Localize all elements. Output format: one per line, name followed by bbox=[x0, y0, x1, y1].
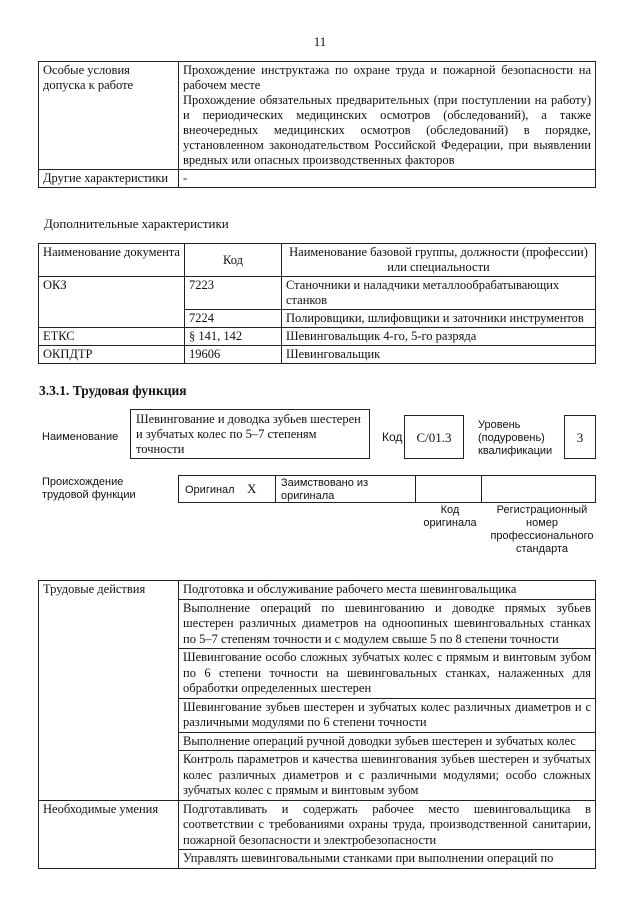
function-name: Шевингование и доводка зубьев шестерен и зубчатых колес по 5–7 степеням точности bbox=[130, 409, 370, 459]
page-number: 11 bbox=[313, 34, 327, 49]
cell: § 141, 142 bbox=[185, 328, 282, 346]
additional-title: Дополнительные характеристики bbox=[44, 216, 229, 231]
list-item: Подготавливать и содержать рабочее место шевинговальщика в соответствии с требованиями охраны труда, производственной санитарии, пожарной безопасности и электробезопасности bbox=[179, 800, 596, 850]
borrowed-label: Заимствовано из оригинала bbox=[281, 477, 369, 502]
origin-box bbox=[178, 475, 596, 503]
original-mark: X bbox=[247, 481, 257, 496]
list-item: Управлять шевинговальными станками при выполнении операций по bbox=[179, 850, 596, 869]
code-caption: Код оригинала bbox=[423, 504, 477, 529]
row-line: Прохождение инструктажа по охране труда и пожарной безопасности на рабочем месте bbox=[183, 63, 591, 92]
cell: Станочники и наладчики металлообрабатывающих станков bbox=[282, 277, 596, 310]
section-title: 3.3.1. Трудовая функция bbox=[39, 383, 187, 398]
work-actions-table bbox=[38, 580, 596, 869]
origin-label: Происхождение трудовой функции bbox=[42, 476, 136, 501]
cell: ЕТКС bbox=[39, 328, 185, 346]
row-label: Трудовые действия bbox=[39, 581, 179, 801]
additional-table bbox=[38, 243, 596, 364]
row-label: Другие характеристики bbox=[39, 170, 179, 188]
row-value: - bbox=[179, 170, 596, 188]
table-row bbox=[39, 800, 596, 850]
header-cell: Наименование базовой группы, должности (профессии) или специальности bbox=[282, 244, 596, 277]
cell: ОКПДТР bbox=[39, 346, 185, 364]
cell: Полировщики, шлифовщики и заточники инструментов bbox=[282, 310, 596, 328]
row-label: Особые условия допуска к работе bbox=[39, 62, 179, 170]
header-cell: Наименование документа bbox=[39, 244, 185, 277]
level-label: Уровень (подуровень) квалификации bbox=[478, 419, 553, 457]
list-item: Выполнение операций ручной доводки зубьев шестерен и зубчатых колес bbox=[179, 732, 596, 751]
cell: Шевинговальщик bbox=[282, 346, 596, 364]
divider bbox=[275, 476, 276, 502]
table-header-row bbox=[39, 244, 596, 277]
table-row bbox=[39, 328, 596, 346]
list-item: Шевингование особо сложных зубчатых колес с прямым и винтовым зубом по 6 степени точности на шевинговальных станках, налаженных для обработки определенных шестерен bbox=[179, 649, 596, 699]
cell: ОКЗ bbox=[39, 277, 185, 328]
row-line: Прохождение обязательных предварительных (при поступлении на работу) и периодических медицинских осмотров (обследований), а также внеочередных медицинских осмотров (обследований) в порядке, установленном законодательством Российской Федерации, при выявлении вредных или опасных производственных факторов bbox=[183, 93, 591, 167]
name-label: Наименование bbox=[42, 431, 119, 443]
level-value: 3 bbox=[564, 415, 596, 459]
table-row bbox=[39, 170, 596, 188]
list-item: Выполнение операций по шевингованию и доводке прямых зубьев шестерен различных диаметров на одноопиных шевинговальных станках по 5–7 степеням точности и с модулем свыше 5 по 8 степени точности bbox=[179, 599, 596, 649]
original-label: Оригинал bbox=[185, 484, 235, 496]
divider bbox=[481, 476, 482, 502]
list-item: Подготовка и обслуживание рабочего места шевинговальщика bbox=[179, 581, 596, 600]
divider bbox=[415, 476, 416, 502]
row-label: Необходимые умения bbox=[39, 800, 179, 868]
table-row bbox=[39, 62, 596, 170]
table-row bbox=[39, 581, 596, 600]
code-label: Код bbox=[382, 430, 403, 444]
cell: 7224 bbox=[185, 310, 282, 328]
table-row bbox=[39, 277, 596, 310]
admission-table bbox=[38, 61, 596, 188]
cell: Шевинговальщик 4-го, 5-го разряда bbox=[282, 328, 596, 346]
cell: 19606 bbox=[185, 346, 282, 364]
function-code: C/01.3 bbox=[404, 415, 464, 459]
row-value bbox=[179, 62, 596, 170]
list-item: Контроль параметров и качества шевингования зубьев шестерен и зубчатых колес различных диаметров и с различными модулями; особо сложных зубчатых колес с прямым и винтовым зубом bbox=[179, 751, 596, 801]
cell: 7223 bbox=[185, 277, 282, 310]
table-row bbox=[39, 346, 596, 364]
list-item: Шевингование зубьев шестерен и зубчатых колес различных диаметров и с различными модулями по 6 степени точности bbox=[179, 698, 596, 732]
reg-caption: Регистрационный номер профессионального стандарта bbox=[490, 504, 594, 555]
header-cell: Код bbox=[185, 244, 282, 277]
